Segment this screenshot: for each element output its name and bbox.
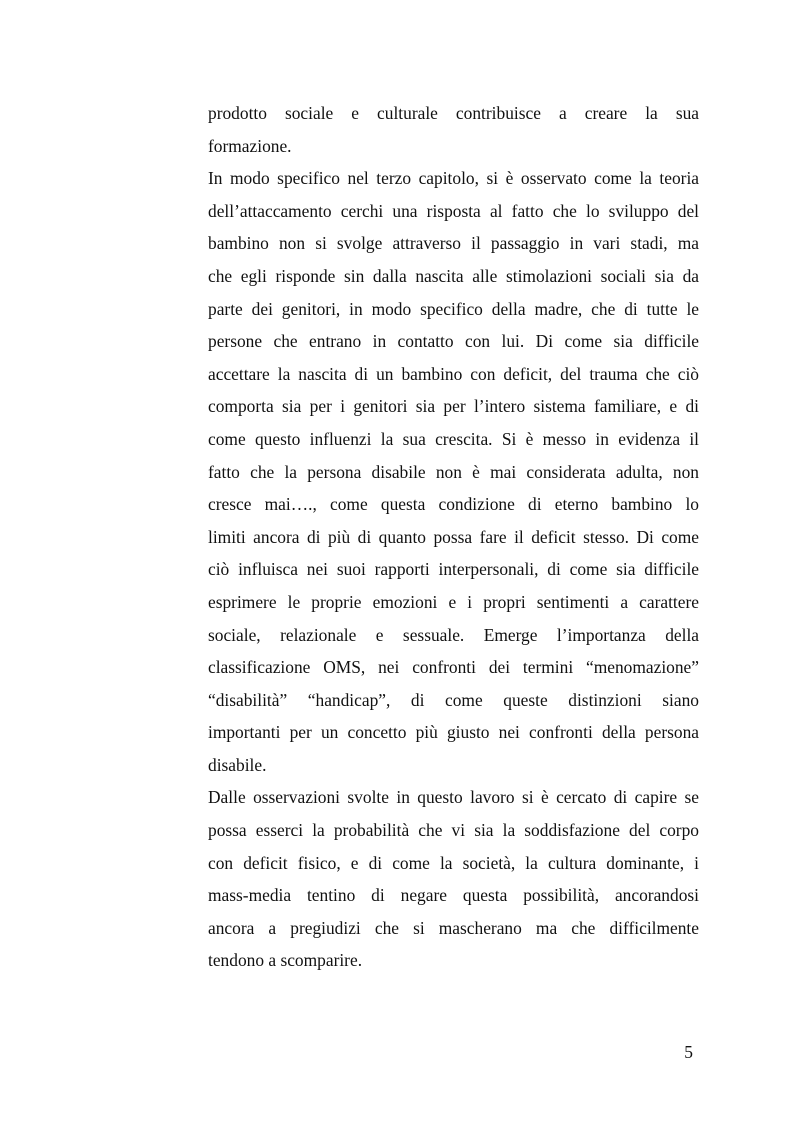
- text-line: tendono a scomparire.: [208, 950, 363, 971]
- text-line: In modo specifico nel terzo capitolo, si è osservato come la teoria: [208, 168, 699, 189]
- text-line: disabile.: [208, 754, 267, 775]
- text-line: ciò influisca nei suoi rapporti interpersonali, di come sia difficile: [208, 559, 699, 580]
- text-line: sociale, relazionale e sessuale. Emerge l’importanza della: [208, 624, 699, 645]
- text-line: Dalle osservazioni svolte in questo lavoro si è cercato di capire se: [208, 787, 699, 808]
- text-line: possa esserci la probabilità che vi sia la soddisfazione del corpo: [208, 820, 699, 841]
- text-line: cresce mai…., come questa condizione di eterno bambino lo: [208, 494, 699, 515]
- text-line: ancora a pregiudizi che si mascherano ma che difficilmente: [208, 917, 699, 938]
- text-line: formazione.: [208, 135, 292, 156]
- text-line: mass-media tentino di negare questa possibilità, ancorandosi: [208, 885, 699, 906]
- text-line: persone che entrano in contatto con lui. Di come sia difficile: [208, 331, 699, 352]
- text-line: classificazione OMS, nei confronti dei termini “menomazione”: [208, 657, 699, 678]
- text-line: parte dei genitori, in modo specifico della madre, che di tutte le: [208, 298, 699, 319]
- text-line: “disabilità” “handicap”, di come queste distinzioni siano: [208, 689, 699, 710]
- paragraph: [208, 97, 699, 162]
- text-line: accettare la nascita di un bambino con deficit, del trauma che ciò: [208, 363, 699, 384]
- text-line: bambino non si svolge attraverso il passaggio in vari stadi, ma: [208, 233, 699, 254]
- text-line: come questo influenzi la sua crescita. Si è messo in evidenza il: [208, 428, 699, 449]
- paragraph: [208, 781, 699, 977]
- paragraph: [208, 162, 699, 781]
- text-line: prodotto sociale e culturale contribuisce a creare la sua: [208, 103, 699, 123]
- body-text: [208, 97, 699, 977]
- text-line: con deficit fisico, e di come la società, la cultura dominante, i: [208, 852, 699, 873]
- text-line: che egli risponde sin dalla nascita alle stimolazioni sociali sia da: [208, 265, 699, 286]
- page-number: 5: [684, 1042, 693, 1062]
- text-line: comporta sia per i genitori sia per l’intero sistema familiare, e di: [208, 396, 699, 417]
- text-line: fatto che la persona disabile non è mai considerata adulta, non: [208, 461, 699, 482]
- text-line: importanti per un concetto più giusto nei confronti della persona: [208, 722, 699, 743]
- text-line: esprimere le proprie emozioni e i propri sentimenti a carattere: [208, 591, 699, 612]
- text-line: dell’attaccamento cerchi una risposta al fatto che lo sviluppo del: [208, 200, 699, 221]
- text-line: limiti ancora di più di quanto possa fare il deficit stesso. Di come: [208, 526, 699, 547]
